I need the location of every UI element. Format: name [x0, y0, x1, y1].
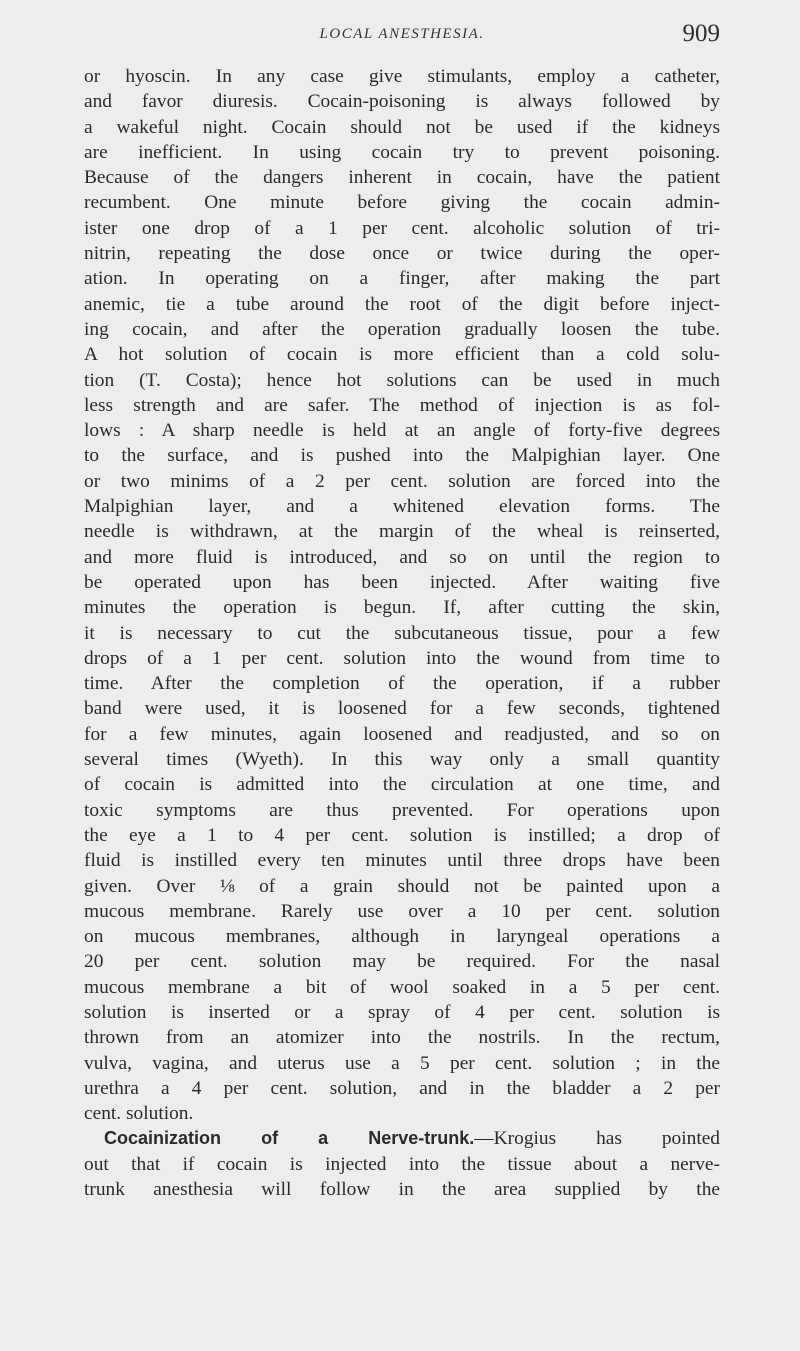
text-line: a wakeful night. Cocain should not be used if the kidneys [84, 116, 720, 138]
text-line: A hot solution of cocain is more efficient than a cold solu- [84, 344, 720, 366]
page-header [84, 20, 720, 50]
text-line: are inefficient. In using cocain try to prevent poisoning. [84, 141, 720, 163]
text-line: drops of a 1 per cent. solution into the wound from time to [84, 647, 720, 669]
text-line: anemic, tie a tube around the root of the digit before inject- [84, 293, 720, 315]
text-line: the eye a 1 to 4 per cent. solution is instilled; a drop of [84, 824, 720, 846]
text-line: given. Over ⅛ of a grain should not be painted upon a [84, 875, 720, 897]
text-line: for a few minutes, again loosened and readjusted, and so on [84, 723, 720, 745]
text-line: be operated upon has been injected. After waiting five [84, 571, 720, 593]
text-line: less strength and are safer. The method of injection is as fol- [84, 394, 720, 416]
text-line: it is necessary to cut the subcutaneous tissue, pour a few [84, 622, 720, 644]
text-line: 20 per cent. solution may be required. For the nasal [84, 951, 720, 973]
text-line: of cocain is admitted into the circulation at one time, and [84, 774, 720, 796]
text-line: toxic symptoms are thus prevented. For operations upon [84, 799, 720, 821]
text-line: on mucous membranes, although in laryngeal operations a [84, 926, 720, 948]
text-line: and favor diuresis. Cocain-poisoning is always followed by [84, 91, 720, 113]
text-line: several times (Wyeth). In this way only a small quantity [84, 749, 720, 771]
body-text [84, 64, 720, 1202]
text-line: nitrin, repeating the dose once or twice during the oper- [84, 243, 720, 265]
text-line: recumbent. One minute before giving the cocain admin- [84, 192, 720, 214]
text-line: or two minims of a 2 per cent. solution are forced into the [84, 470, 720, 492]
text-line: trunk anesthesia will follow in the area supplied by the [84, 1179, 720, 1201]
text-line: needle is withdrawn, at the margin of the wheal is reinserted, [84, 521, 720, 543]
paragraph-main [84, 64, 720, 1126]
text-line: ation. In operating on a finger, after making the part [84, 268, 720, 290]
text-line: solution is inserted or a spray of 4 per cent. solution is [84, 1001, 720, 1023]
text-line: Because of the dangers inherent in cocain, have the patient [84, 167, 720, 189]
text-line: to the surface, and is pushed into the Malpighian layer. One [84, 445, 720, 467]
text-line: thrown from an atomizer into the nostrils. In the rectum, [84, 1027, 720, 1049]
text-line: band were used, it is loosened for a few seconds, tightened [84, 698, 720, 720]
text-line: vulva, vagina, and uterus use a 5 per cent. solution ; in the [84, 1052, 720, 1074]
text-line: minutes the operation is begun. If, after cutting the skin, [84, 597, 720, 619]
text-line: or hyoscin. In any case give stimulants, employ a catheter, [84, 66, 720, 87]
text-line: mucous membrane a bit of wool soaked in a 5 per cent. [84, 976, 720, 998]
text-line: fluid is instilled every ten minutes until three drops have been [84, 850, 720, 872]
text-line: out that if cocain is injected into the tissue about a nerve- [84, 1153, 720, 1175]
text-line: mucous membrane. Rarely use over a 10 per cent. solution [84, 900, 720, 922]
text-line: and more fluid is introduced, and so on until the region to [84, 546, 720, 568]
text-line: tion (T. Costa); hence hot solutions can be used in much [84, 369, 720, 391]
heading-continuation: —Krogius has pointed [474, 1128, 721, 1150]
text-line: ister one drop of a 1 per cent. alcoholic solution of tri- [84, 217, 720, 239]
text-line: ing cocain, and after the operation gradually loosen the tube. [84, 318, 720, 340]
text-line: lows : A sharp needle is held at an angle of forty-five degrees [84, 420, 720, 442]
text-line: cent. solution. [84, 1103, 194, 1125]
running-title: LOCAL ANESTHESIA. [319, 26, 485, 42]
text-line [84, 1126, 720, 1151]
page-number: 909 [682, 20, 720, 47]
text-line: time. After the completion of the operation, if a rubber [84, 673, 720, 695]
section-heading: Cocainization of a Nerve-trunk. [104, 1128, 475, 1149]
text-line: urethra a 4 per cent. solution, and in the bladder a 2 per [84, 1077, 720, 1099]
paragraph-nerve-trunk [84, 1126, 720, 1202]
text-line: Malpighian layer, and a whitened elevation forms. The [84, 496, 720, 518]
